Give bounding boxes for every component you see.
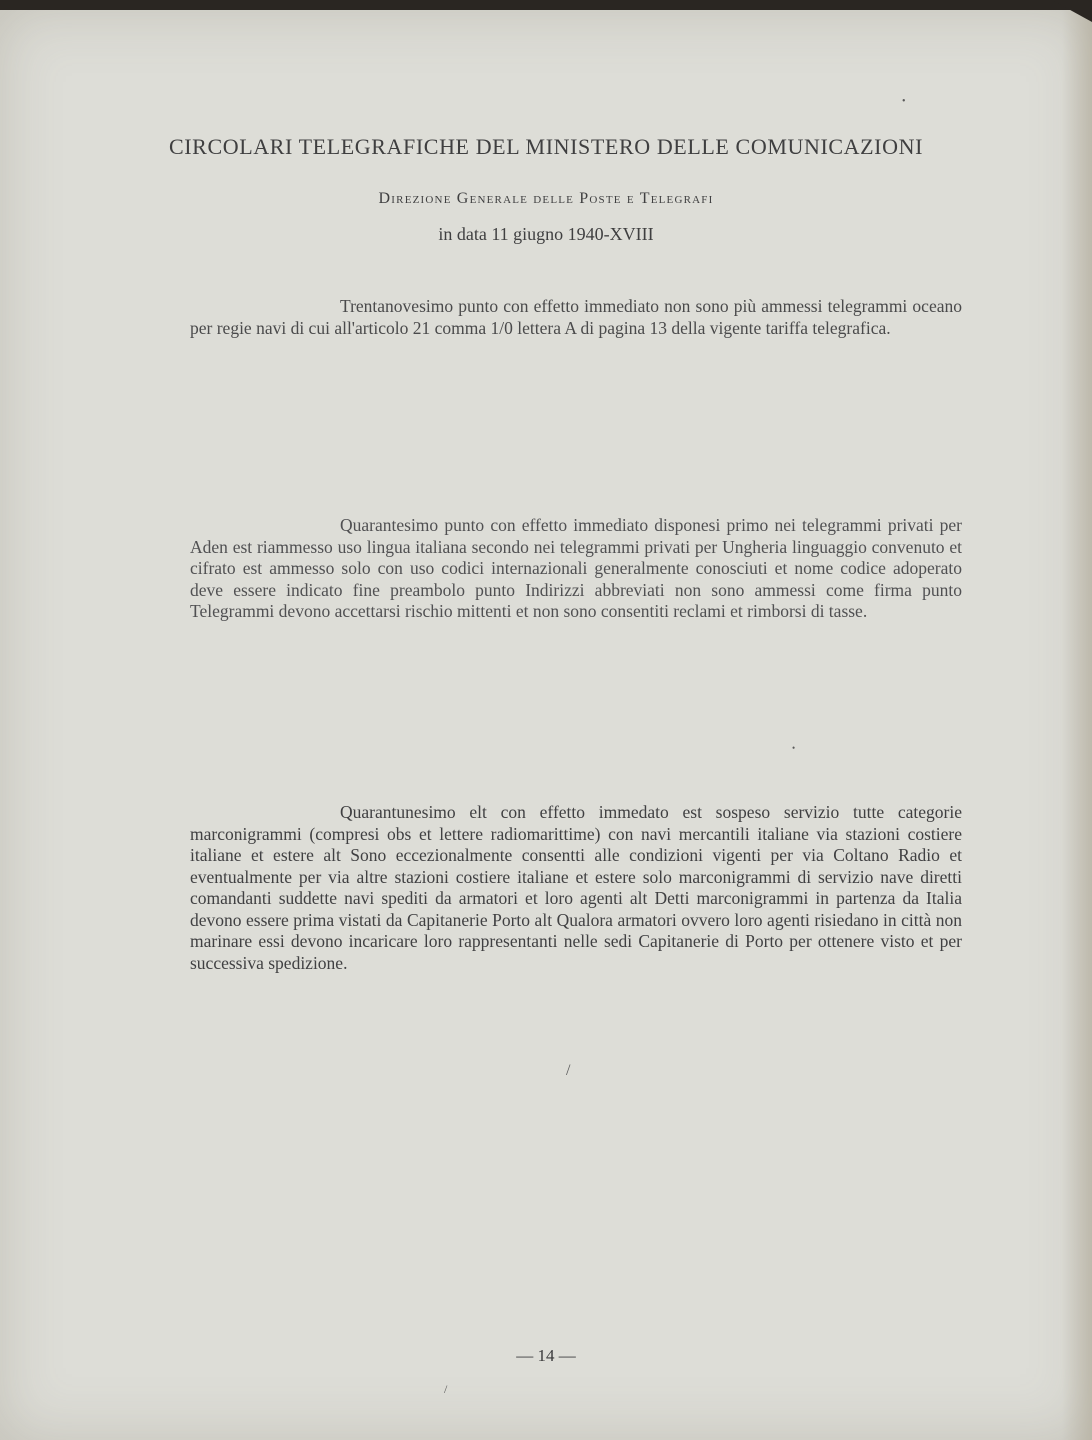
document-subtitle: Direzione Generale delle Poste e Telegrafi [378,190,714,207]
speck-mark: • [902,96,906,107]
pencil-mark: / [566,1062,571,1079]
paragraph-1: Trentanovesimo punto con effetto immediato non sono più ammessi telegrammi oceano per regie navi di cui all'articolo 21 comma 1/0 lettera A di pagina 13 della vigente tariffa telegrafica. [190,296,962,338]
page-edge-shadow [1062,10,1092,1440]
paragraph-2: Quarantesimo punto con effetto immediato disponesi primo nei telegrammi privati per Aden est riammesso uso lingua italiana secondo nei telegrammi privati per Ungheria linguaggio convenuto et cifrato est ammesso solo con uso codici internazionali generalmente conosciuti et nome codice adoperato deve essere indicato fine preambolo punto Indirizzi abbreviati non sono ammessi come firma punto Telegrammi devono accettarsi rischio mittenti et non sono consentiti reclami et rimborsi di tasse. [190,515,962,621]
page-number: — 14 — [516,1346,576,1365]
speck-mark: • [792,743,796,753]
document-date: in data 11 giugno 1940-XVIII [438,224,654,244]
document-title: CIRCOLARI TELEGRAFICHE DEL MINISTERO DELLE COMUNICAZIONI [168,134,924,159]
pencil-mark: / [444,1382,448,1396]
page-corner [1052,0,1092,22]
document-page [0,10,1092,1440]
paragraph-3: Quarantunesimo elt con effetto immedato est sospeso servizio tutte categorie marconigrammi (compresi obs et lettere radiomarittime) con navi mercantili italiane via stazioni costiere italiane et estere alt Sono eccezionalmente consentti alle condizioni vigenti per via Coltano Radio et eventualmente per via altre stazioni costiere italiane et estere solo marconigrammi di servizio nave diretti comandanti suddette navi spediti da armatori et loro agenti alt Detti marconigrammi in partenza da Italia devono essere prima vistati da Capitanerie Porto alt Qualora armatori ovvero loro agenti risiedano in città non marinare essi devono incaricare loro rappresentanti nelle sedi Capitanerie di Porto per ottenere visto et per successiva spedizione. [190,802,962,973]
